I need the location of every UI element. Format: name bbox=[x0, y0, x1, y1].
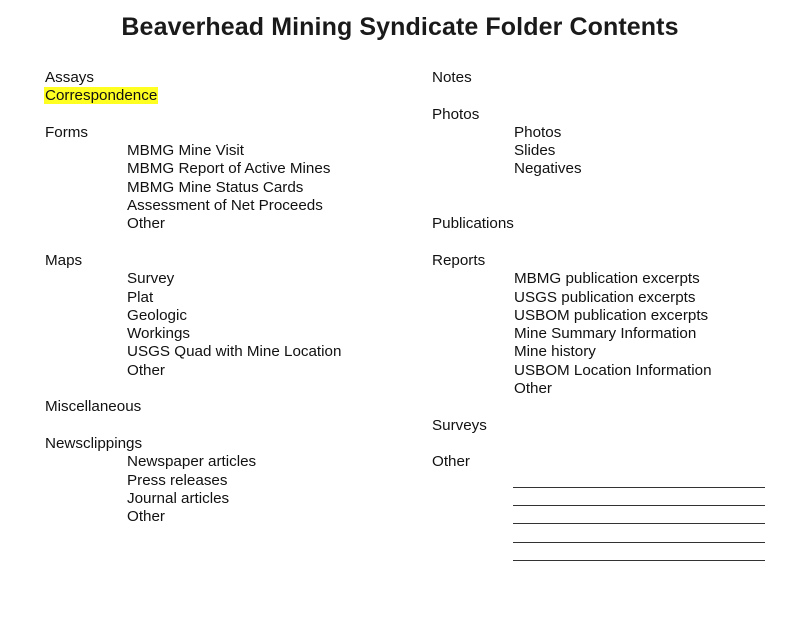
forms-item: MBMG Report of Active Mines bbox=[127, 160, 331, 178]
section-newsclippings: Newsclippings bbox=[45, 434, 143, 452]
newsclippings-item: Other bbox=[127, 508, 165, 526]
blank-fill-line bbox=[513, 560, 765, 561]
blank-fill-line bbox=[513, 505, 765, 506]
left-column bbox=[45, 69, 405, 526]
reports-item: USGS publication excerpts bbox=[514, 288, 696, 306]
newsclippings-item: Newspaper articles bbox=[127, 453, 257, 471]
forms-item: Other bbox=[127, 215, 165, 233]
maps-item: Workings bbox=[127, 325, 191, 343]
section-miscellaneous: Miscellaneous bbox=[45, 398, 142, 416]
blank-fill-line bbox=[513, 523, 765, 524]
section-notes: Notes bbox=[432, 69, 472, 86]
section-other: Other bbox=[432, 453, 470, 471]
photos-item: Negatives bbox=[514, 160, 582, 178]
photos-item: Slides bbox=[514, 142, 556, 160]
forms-item: Assessment of Net Proceeds bbox=[127, 197, 323, 215]
maps-item: USGS Quad with Mine Location bbox=[127, 343, 342, 361]
maps-item: Other bbox=[127, 361, 165, 379]
reports-item: MBMG publication excerpts bbox=[514, 270, 700, 288]
section-reports: Reports bbox=[432, 251, 486, 269]
section-photos: Photos bbox=[432, 105, 480, 123]
highlighted-correspondence: Correspondence bbox=[45, 87, 158, 105]
right-column bbox=[432, 69, 792, 472]
blank-fill-line bbox=[513, 542, 765, 543]
section-publications: Publications bbox=[432, 215, 514, 233]
newsclippings-item: Press releases bbox=[127, 471, 228, 489]
section-forms: Forms bbox=[45, 123, 89, 141]
maps-item: Geologic bbox=[127, 306, 187, 324]
section-assays: Assays bbox=[45, 69, 94, 86]
reports-item: USBOM Location Information bbox=[514, 361, 712, 379]
section-correspondence bbox=[45, 87, 405, 105]
forms-item: MBMG Mine Visit bbox=[127, 142, 245, 160]
reports-item: Other bbox=[514, 380, 552, 398]
maps-item: Survey bbox=[127, 270, 175, 288]
reports-item: Mine history bbox=[514, 343, 596, 361]
reports-item: USBOM publication excerpts bbox=[514, 306, 709, 324]
blank-fill-line bbox=[513, 487, 765, 488]
section-maps: Maps bbox=[45, 251, 83, 269]
photos-item: Photos bbox=[514, 123, 562, 141]
reports-item: Mine Summary Information bbox=[514, 325, 697, 343]
page-title: Beaverhead Mining Syndicate Folder Contents bbox=[121, 13, 679, 41]
maps-item: Plat bbox=[127, 288, 154, 306]
forms-item: MBMG Mine Status Cards bbox=[127, 178, 304, 196]
newsclippings-item: Journal articles bbox=[127, 489, 230, 507]
section-surveys: Surveys bbox=[432, 416, 487, 434]
